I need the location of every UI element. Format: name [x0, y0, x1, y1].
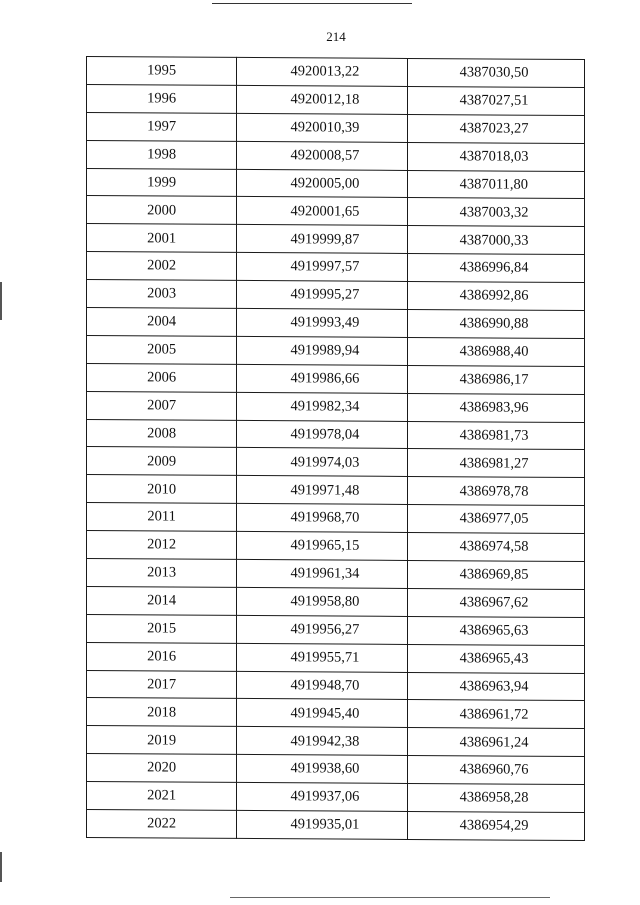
table-row — [87, 559, 585, 590]
year-cell: 2018 — [87, 698, 237, 727]
left-scan-mark — [0, 282, 2, 320]
x-coordinate-cell: 4919945,40 — [237, 699, 407, 728]
year-cell: 2014 — [87, 586, 237, 615]
x-coordinate-cell: 4919999,87 — [237, 225, 407, 254]
year-cell: 2020 — [87, 754, 237, 783]
x-coordinate-cell: 4920010,39 — [237, 113, 407, 142]
y-coordinate-value: 4386958,28 — [459, 789, 529, 807]
year-cell: 2003 — [87, 280, 237, 309]
y-coordinate-cell — [407, 728, 584, 757]
left-scan-mark-lower — [0, 852, 2, 882]
year-cell: 2015 — [87, 614, 237, 643]
table-row — [87, 335, 585, 366]
x-coordinate-cell: 4920001,65 — [237, 197, 407, 226]
y-coordinate-cell — [407, 616, 584, 645]
table-row — [87, 754, 585, 785]
y-coordinate-value: 4387003,32 — [459, 203, 529, 221]
table-row — [87, 503, 585, 534]
table-row — [87, 531, 585, 562]
x-coordinate-cell: 4919942,38 — [237, 727, 407, 756]
table-row — [87, 782, 585, 813]
y-coordinate-cell — [407, 309, 584, 338]
x-coordinate-cell: 4920013,22 — [237, 57, 407, 86]
table-row — [87, 419, 585, 450]
y-coordinate-cell — [407, 393, 584, 422]
year-cell: 2005 — [87, 335, 237, 364]
table-body — [87, 57, 585, 841]
year-cell: 1998 — [87, 140, 237, 169]
y-coordinate-cell — [407, 198, 584, 227]
x-coordinate-cell: 4919968,70 — [237, 504, 407, 533]
y-coordinate-value: 4386978,78 — [459, 482, 529, 500]
y-coordinate-value: 4386965,63 — [459, 622, 529, 639]
x-coordinate-cell: 4919955,71 — [237, 643, 407, 672]
year-cell: 2009 — [87, 447, 237, 476]
year-cell: 2007 — [87, 391, 237, 420]
bottom-scan-rule — [230, 897, 550, 898]
year-cell: 2022 — [87, 810, 237, 839]
x-coordinate-cell: 4919997,57 — [237, 253, 407, 282]
y-coordinate-value: 4386981,27 — [459, 454, 529, 472]
table-row — [87, 308, 585, 339]
y-coordinate-cell — [407, 170, 584, 199]
year-cell: 2016 — [87, 642, 237, 671]
year-cell: 2017 — [87, 670, 237, 699]
y-coordinate-value: 4386992,86 — [459, 287, 529, 305]
y-coordinate-value: 4386986,17 — [459, 371, 529, 388]
year-cell: 2012 — [87, 531, 237, 560]
y-coordinate-value: 4387018,03 — [459, 148, 529, 165]
year-cell: 2006 — [87, 363, 237, 392]
x-coordinate-cell: 4919948,70 — [237, 671, 407, 700]
y-coordinate-cell — [407, 700, 584, 729]
table-row — [87, 698, 585, 729]
year-cell: 2002 — [87, 252, 237, 281]
x-coordinate-cell: 4919965,15 — [237, 532, 407, 561]
y-coordinate-cell — [407, 365, 584, 394]
y-coordinate-cell — [407, 282, 584, 311]
x-coordinate-cell: 4919989,94 — [237, 336, 407, 365]
y-coordinate-cell — [407, 812, 584, 841]
y-coordinate-cell — [407, 533, 584, 562]
y-coordinate-cell — [407, 477, 584, 506]
y-coordinate-cell — [407, 756, 584, 785]
year-cell: 2004 — [87, 308, 237, 337]
coordinates-table — [86, 56, 585, 841]
table-row — [87, 475, 585, 506]
y-coordinate-cell — [407, 560, 584, 589]
y-coordinate-cell — [407, 142, 584, 171]
y-coordinate-cell — [407, 784, 584, 813]
y-coordinate-cell — [407, 337, 584, 366]
table-row — [87, 447, 585, 478]
table-row — [87, 586, 585, 617]
table-row — [87, 224, 585, 255]
y-coordinate-value: 4386990,88 — [459, 315, 529, 332]
y-coordinate-cell — [407, 644, 584, 673]
table-row — [87, 280, 585, 311]
table-row — [87, 112, 585, 143]
year-cell: 2013 — [87, 559, 237, 588]
x-coordinate-cell: 4919995,27 — [237, 281, 407, 310]
x-coordinate-cell: 4919982,34 — [237, 392, 407, 421]
y-coordinate-value: 4386988,40 — [459, 343, 529, 360]
year-cell: 2019 — [87, 726, 237, 755]
x-coordinate-cell: 4919978,04 — [237, 420, 407, 449]
year-cell: 2008 — [87, 419, 237, 448]
y-coordinate-value: 4386977,05 — [459, 510, 529, 528]
y-coordinate-cell — [407, 672, 584, 701]
y-coordinate-value: 4387023,27 — [459, 120, 529, 137]
table-row — [87, 614, 585, 645]
x-coordinate-cell: 4919935,01 — [237, 810, 407, 839]
x-coordinate-cell: 4919938,60 — [237, 755, 407, 784]
table-row — [87, 84, 585, 115]
y-coordinate-cell — [407, 226, 584, 255]
table-row — [87, 670, 585, 701]
table-row — [87, 57, 585, 88]
year-cell: 1999 — [87, 168, 237, 197]
year-cell: 1995 — [87, 57, 237, 86]
x-coordinate-cell: 4919971,48 — [237, 476, 407, 505]
y-coordinate-value: 4386981,73 — [459, 427, 529, 444]
y-coordinate-cell — [407, 588, 584, 617]
y-coordinate-cell — [407, 254, 584, 283]
y-coordinate-cell — [407, 449, 584, 478]
year-cell: 2000 — [87, 196, 237, 225]
y-coordinate-value: 4386996,84 — [459, 259, 529, 277]
year-cell: 2011 — [87, 503, 237, 532]
x-coordinate-cell: 4919956,27 — [237, 615, 407, 644]
y-coordinate-value: 4386961,24 — [459, 733, 529, 751]
table-row — [87, 196, 585, 227]
y-coordinate-value: 4386963,94 — [459, 678, 529, 695]
table-row — [87, 726, 585, 757]
y-coordinate-value: 4386969,85 — [459, 566, 529, 583]
x-coordinate-cell: 4919993,49 — [237, 308, 407, 337]
y-coordinate-value: 4386983,96 — [459, 399, 529, 416]
y-coordinate-cell — [407, 421, 584, 450]
y-coordinate-cell — [407, 114, 584, 143]
year-cell: 1997 — [87, 112, 237, 141]
x-coordinate-cell: 4920012,18 — [237, 85, 407, 114]
x-coordinate-cell: 4919961,34 — [237, 559, 407, 588]
table-row — [87, 363, 585, 394]
table-row — [87, 391, 585, 422]
x-coordinate-cell: 4919937,06 — [237, 783, 407, 812]
y-coordinate-value: 4387011,80 — [459, 176, 528, 193]
x-coordinate-cell: 4919986,66 — [237, 364, 407, 393]
table-row — [87, 168, 585, 199]
y-coordinate-cell — [407, 86, 584, 115]
year-cell: 2010 — [87, 475, 237, 504]
year-cell: 2021 — [87, 782, 237, 811]
y-coordinate-value: 4387000,33 — [459, 231, 529, 249]
top-scan-rule — [212, 3, 412, 4]
y-coordinate-cell — [407, 58, 584, 87]
y-coordinate-value: 4386954,29 — [459, 817, 529, 834]
y-coordinate-value: 4386967,62 — [459, 594, 529, 611]
year-cell: 2001 — [87, 224, 237, 253]
y-coordinate-value: 4386960,76 — [459, 761, 529, 779]
page-number: 214 — [326, 29, 346, 44]
year-cell: 1996 — [87, 84, 237, 113]
y-coordinate-value: 4386965,43 — [459, 650, 529, 667]
x-coordinate-cell: 4920005,00 — [237, 169, 407, 198]
table-row — [87, 252, 585, 283]
x-coordinate-cell: 4919958,80 — [237, 587, 407, 616]
table-row — [87, 642, 585, 673]
x-coordinate-cell: 4920008,57 — [237, 141, 407, 170]
y-coordinate-value: 4386961,72 — [459, 705, 529, 723]
y-coordinate-value: 4387030,50 — [459, 64, 529, 81]
y-coordinate-value: 4386974,58 — [459, 538, 529, 556]
y-coordinate-value: 4387027,51 — [459, 92, 529, 109]
x-coordinate-cell: 4919974,03 — [237, 448, 407, 477]
table-row — [87, 140, 585, 171]
y-coordinate-cell — [407, 505, 584, 534]
table-row — [87, 810, 585, 841]
